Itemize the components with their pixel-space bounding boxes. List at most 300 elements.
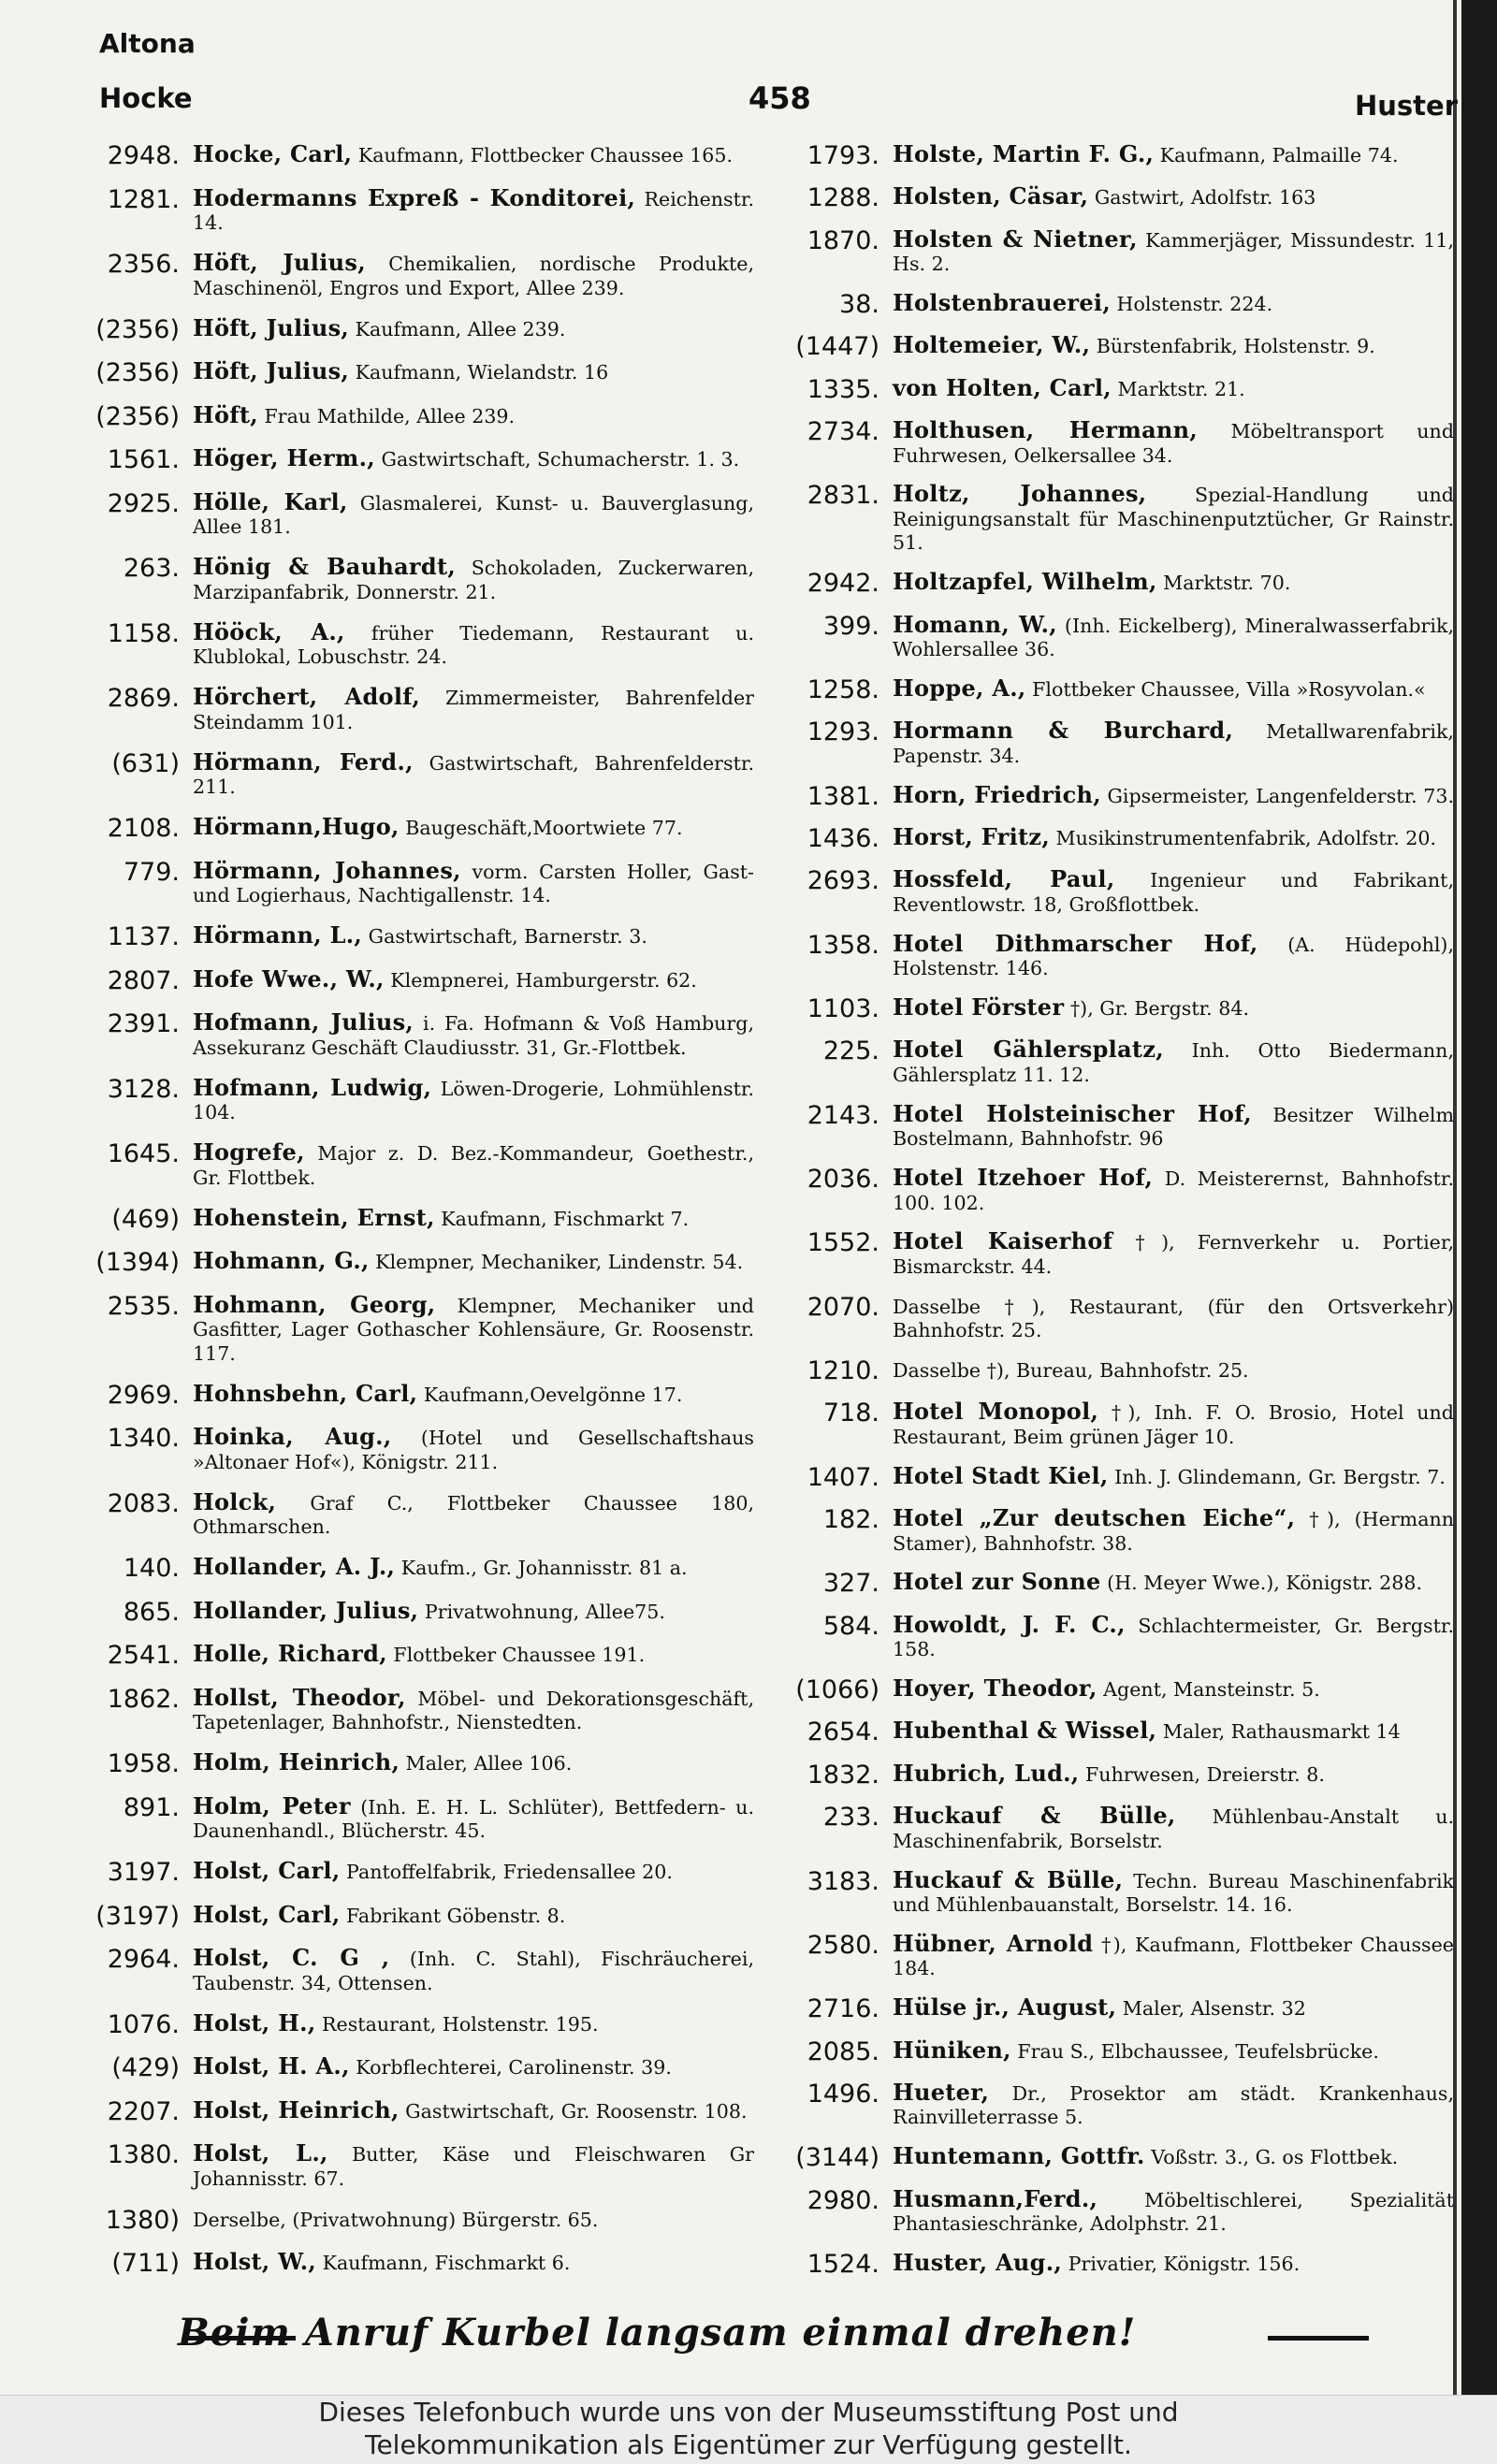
- phone-number: 3197.: [107, 1858, 180, 1887]
- subscriber-details: Bürstenfabrik, Holstenstr. 9.: [1090, 335, 1375, 358]
- entry-text: [893, 610, 1454, 662]
- entry-text: [893, 1357, 1454, 1384]
- directory-entry: [793, 718, 1454, 768]
- phone-number: 2807.: [107, 965, 180, 995]
- phone-number: 263.: [123, 554, 180, 583]
- phone-number: 1524.: [807, 2249, 879, 2279]
- phone-number: 2356.: [107, 250, 180, 279]
- entry-text: [193, 2008, 754, 2037]
- phone-number: (2356): [95, 401, 180, 431]
- phone-number: 1293.: [807, 717, 879, 747]
- entry-text: [193, 923, 754, 949]
- directory-entry: [793, 1995, 1454, 2023]
- subscriber-details: Spezial-Handlung und Reinigungsanstalt für Maschinenputztücher, Gr Rainstr. 51.: [893, 484, 1454, 555]
- subscriber-name: Hofe Wwe., W.,: [193, 964, 385, 993]
- directory-entry: [793, 291, 1454, 319]
- subscriber-details: Kaufmann, Fischmarkt 7.: [434, 1207, 690, 1230]
- phone-number: (2356): [95, 314, 180, 344]
- subscriber-name: Höft, Julius,: [193, 249, 366, 276]
- phone-number: 2969.: [107, 1380, 180, 1410]
- subscriber-name: Hörmann, Ferd.,: [193, 747, 414, 775]
- subscriber-name: Höft,: [193, 400, 258, 428]
- subscriber-name: Holtz, Johannes,: [893, 480, 1147, 508]
- entry-text: [893, 227, 1454, 277]
- subscriber-name: Holm, Heinrich,: [193, 1748, 400, 1776]
- entry-text: [893, 2038, 1454, 2065]
- subscriber-details: (Hotel und Gesellschaftshaus »Altonaer Hof«), Königstr. 211.: [193, 1427, 754, 1473]
- subscriber-name: Hotel Förster: [893, 993, 1065, 1021]
- phone-number: 718.: [822, 1399, 879, 1428]
- entry-text: [193, 2207, 754, 2233]
- entry-text: [193, 1290, 754, 1367]
- phone-number: (3144): [795, 2143, 879, 2173]
- directory-entry: [793, 1037, 1454, 1087]
- directory-entry: [90, 815, 754, 843]
- subscriber-name: Huckauf & Bülle,: [893, 1802, 1176, 1830]
- directory-entry: [90, 555, 754, 604]
- phone-number: 399.: [822, 611, 879, 641]
- page-number: 458: [748, 80, 811, 116]
- phone-number: 2541.: [107, 1641, 180, 1670]
- phone-number: 1958.: [107, 1749, 180, 1778]
- subscriber-details: Dr., Prosektor am städt. Krankenhaus, Rainvilleterrasse 5.: [893, 2081, 1454, 2129]
- phone-number: 1380): [105, 2205, 180, 2235]
- phone-number: 2716.: [807, 1994, 879, 2024]
- entry-text: [193, 2141, 754, 2191]
- subscriber-details: Kaufmann,Oevelgönne 17.: [417, 1383, 683, 1406]
- subscriber-details: Möbeltischlerei, Spezialität Phantasieschränke, Adolphstr. 21.: [893, 2188, 1454, 2236]
- subscriber-details: früher Tiedemann, Restaurant u. Klublokal, Lobuschstr. 24.: [193, 621, 754, 668]
- subscriber-details: Gastwirtschaft, Gr. Roosenstr. 108.: [399, 2099, 748, 2123]
- subscriber-details: Inh. Otto Biedermann, Gählersplatz 11. 12.: [893, 1039, 1454, 1086]
- subscriber-details: †), Gr. Bergstr. 84.: [1064, 997, 1250, 1020]
- entry-text: [893, 2144, 1454, 2170]
- entry-text: [893, 1461, 1454, 1490]
- phone-number: 2693.: [807, 866, 879, 896]
- directory-entry: [793, 2144, 1454, 2172]
- subscriber-details: Butter, Käse und Fleischwaren Gr Johannisstr. 67.: [193, 2143, 754, 2190]
- footer-slogan: Beim Anruf Kurbel langsam einmal drehen!: [178, 2311, 1137, 2355]
- entry-text: [193, 183, 754, 236]
- subscriber-name: Hoyer, Theodor,: [893, 1674, 1097, 1703]
- subscriber-details: Kaufmann, Wielandstr. 16: [349, 361, 609, 384]
- subscriber-details: i. Fa. Hofmann & Voß Hamburg, Assekuranz Geschäft Claudiusstr. 31, Gr.-Flottbek.: [193, 1012, 755, 1059]
- phone-number: 1862.: [107, 1684, 180, 1714]
- subscriber-name: Hörmann,Hugo,: [193, 813, 400, 840]
- subscriber-name: Holm, Peter: [193, 1791, 351, 1819]
- subscriber-details: (Inh. E. H. L. Schlüter), Bettfedern- u. Daunenhandl., Blücherstr. 45.: [193, 1795, 754, 1842]
- phone-number: (2356): [95, 358, 180, 387]
- subscriber-name: Hübner, Arnold: [893, 1929, 1094, 1957]
- subscriber-name: Hotel „Zur deutschen Eiche“,: [893, 1504, 1296, 1532]
- subscriber-name: Hotel zur Sonne: [893, 1568, 1101, 1596]
- subscriber-name: Hollst, Theodor,: [193, 1683, 406, 1711]
- directory-entry: [90, 2008, 754, 2039]
- directory-entry: [90, 1642, 754, 1670]
- directory-entry: [793, 1166, 1454, 1215]
- phone-number: (469): [111, 1204, 180, 1234]
- subscriber-details: Schlachtermeister, Gr. Bergstr. 158.: [893, 1614, 1454, 1661]
- entry-text: [893, 1099, 1454, 1152]
- directory-entry: [90, 1946, 754, 1995]
- directory-entry: [90, 1203, 754, 1234]
- phone-number: (1447): [795, 332, 879, 362]
- subscriber-name: Hodermanns Expreß - Konditorei,: [193, 183, 636, 211]
- subscriber-details: Ingenieur und Fabrikant, Reventlowstr. 18, Großflottbek.: [893, 869, 1454, 916]
- phone-number: 1407.: [807, 1462, 879, 1492]
- subscriber-details: Major z. D. Bez.-Kommandeur, Goethestr., Gr. Flottbek.: [193, 1142, 754, 1189]
- phone-number: 1793.: [807, 141, 879, 170]
- phone-number: 1436.: [807, 823, 879, 853]
- phone-number: 2391.: [107, 1009, 180, 1038]
- subscriber-details: Kaufm., Gr. Johannisstr. 81 a.: [395, 1557, 688, 1579]
- directory-entry: [90, 685, 754, 734]
- subscriber-details: Maler, Alsenstr. 32: [1116, 1997, 1306, 2021]
- directory-entry: [793, 227, 1454, 277]
- directory-entry: [90, 1791, 754, 1844]
- phone-number: 865.: [123, 1597, 180, 1627]
- entry-text: [893, 1610, 1454, 1662]
- directory-entry: [90, 1290, 754, 1367]
- phone-number: 1380.: [107, 2140, 180, 2169]
- subscriber-details: Inh. J. Glindemann, Gr. Bergstr. 7.: [1108, 1465, 1446, 1488]
- subscriber-name: Hotel Dithmarscher Hof,: [893, 929, 1258, 957]
- directory-entry: [90, 1859, 754, 1887]
- entry-text: [893, 1399, 1454, 1449]
- subscriber-details: Marktstr. 70.: [1156, 572, 1291, 595]
- phone-number: 779.: [123, 857, 180, 887]
- phone-number: 3128.: [107, 1074, 180, 1104]
- entry-text: [893, 373, 1454, 402]
- subscriber-details: Agent, Mansteinstr. 5.: [1097, 1678, 1320, 1702]
- subscriber-details: Mühlenbau-Anstalt u. Maschinenfabrik, Borselstr.: [893, 1805, 1455, 1852]
- subscriber-details: Techn. Bureau Maschinenfabrik und Mühlenbauanstalt, Borselstr. 14. 16.: [893, 1869, 1455, 1916]
- subscriber-name: Hocke, Carl,: [193, 140, 353, 167]
- entry-text: [193, 1203, 754, 1232]
- phone-number: (1394): [95, 1248, 180, 1277]
- phone-number: 1645.: [107, 1139, 180, 1168]
- directory-entry: [90, 2207, 754, 2235]
- phone-number: 2207.: [107, 2096, 180, 2126]
- directory-entry: [90, 2095, 754, 2126]
- subscriber-details: Flottbeker Chaussee 191.: [386, 1644, 646, 1666]
- directory-entry: [90, 747, 754, 800]
- banner-line-2: Telekommunikation als Eigentümer zur Verfügung gestellt.: [365, 2429, 1132, 2460]
- phone-number: 2083.: [107, 1488, 180, 1518]
- entry-text: [193, 359, 754, 385]
- entry-text: [893, 291, 1454, 317]
- subscriber-details: Privatwohnung, Allee75.: [418, 1600, 665, 1623]
- subscriber-name: Holthusen, Hermann,: [893, 416, 1199, 444]
- subscriber-name: Husmann,Ferd.,: [893, 2184, 1098, 2212]
- subscriber-details: Schokoladen, Zuckerwaren, Marzipanfabrik, Donnerstr. 21.: [193, 557, 754, 603]
- subscriber-details: Kaufmann, Palmaille 74.: [1154, 144, 1399, 167]
- directory-entry: [793, 1761, 1454, 1790]
- subscriber-details: (A. Hüdepohl), Holstenstr. 146.: [893, 933, 1454, 980]
- subscriber-name: Holst, Heinrich,: [193, 2095, 400, 2123]
- directory-entry: [793, 929, 1454, 981]
- phone-number: 2070.: [807, 1292, 879, 1322]
- directory-entry: [90, 313, 754, 344]
- subscriber-name: Hörmann, Johannes,: [193, 856, 461, 884]
- phone-number: 1258.: [807, 674, 879, 704]
- right-column: [793, 142, 1454, 2293]
- entry-text: [193, 400, 754, 429]
- directory-entry: [90, 400, 754, 431]
- phone-number: 2036.: [807, 1165, 879, 1195]
- subscriber-details: Korbflechterei, Carolinenstr. 39.: [349, 2056, 672, 2079]
- entry-text: [893, 184, 1454, 210]
- phone-number: 1288.: [807, 183, 879, 213]
- directory-entry: [90, 359, 754, 387]
- entry-text: [893, 822, 1454, 851]
- subscriber-name: Hogrefe,: [193, 1138, 305, 1166]
- phone-number: 1381.: [807, 781, 879, 811]
- directory-entry: [793, 570, 1454, 598]
- entry-text: [193, 487, 754, 540]
- subscriber-details: Musikinstrumentenfabrik, Adolfstr. 20.: [1050, 826, 1437, 849]
- entry-text: [893, 1506, 1454, 1556]
- slogan-rule-right: [1268, 2336, 1369, 2341]
- phone-number: 1561.: [107, 445, 180, 474]
- entry-text: [893, 570, 1454, 596]
- directory-entry: [793, 1506, 1454, 1556]
- directory-entry: [793, 333, 1454, 361]
- subscriber-details: Klempnerei, Hamburgerstr. 62.: [384, 968, 697, 992]
- phone-number: 2734.: [807, 417, 879, 447]
- subscriber-name: Hubrich, Lud.,: [893, 1759, 1080, 1787]
- subscriber-details: Dasselbe †), Bureau, Bahnhofstr. 25.: [893, 1359, 1249, 1383]
- entry-text: [893, 780, 1455, 809]
- entry-text: [193, 856, 754, 908]
- subscriber-details: Baugeschäft,Moortwiete 77.: [399, 817, 683, 839]
- directory-entry: [90, 1140, 754, 1190]
- directory-entry: [90, 2054, 754, 2082]
- subscriber-details: D. Meisterernst, Bahnhofstr. 100. 102.: [893, 1167, 1454, 1214]
- subscriber-details: (Inh. C. Stahl), Fischräucherei, Taubenstr. 34, Ottensen.: [193, 1948, 754, 1994]
- phone-number: 1076.: [107, 2009, 180, 2039]
- entry-text: [193, 1379, 754, 1408]
- subscriber-details: Maler, Allee 106.: [400, 1752, 573, 1775]
- subscriber-details: vorm. Carsten Holler, Gast- und Logierhaus, Nachtigallenstr. 14.: [193, 860, 754, 906]
- entry-text: [893, 1166, 1454, 1215]
- directory-entry: [90, 446, 754, 474]
- subscriber-name: Holstenbrauerei,: [893, 289, 1111, 317]
- entry-text: [893, 676, 1454, 703]
- phone-number: (711): [111, 2249, 180, 2278]
- subscriber-name: Hörmann, L.,: [193, 921, 363, 949]
- phone-number: 2942.: [807, 569, 879, 599]
- subscriber-details: Kaufmann, Allee 239.: [349, 317, 566, 341]
- entry-text: [193, 2250, 754, 2276]
- entry-text: [193, 1900, 754, 1929]
- subscriber-details: Frau S., Elbchaussee, Teufelsbrücke.: [1010, 2039, 1379, 2063]
- entry-text: [193, 685, 754, 734]
- entry-text: [893, 1676, 1454, 1703]
- phone-number: 1340.: [107, 1424, 180, 1453]
- subscriber-details: Pantoffelfabrik, Friedensallee 20.: [340, 1861, 673, 1883]
- subscriber-details: Kaufmann, Flottbecker Chaussee 165.: [352, 144, 734, 167]
- subscriber-name: Hülse jr., August,: [893, 1993, 1117, 2022]
- subscriber-name: Höft, Julius,: [193, 313, 350, 341]
- phone-number: (631): [111, 748, 180, 778]
- directory-entry: [90, 923, 754, 951]
- entry-text: [893, 718, 1454, 768]
- entry-text: [893, 333, 1454, 359]
- subscriber-details: Gastwirtschaft, Schumacherstr. 1. 3.: [374, 448, 740, 471]
- entry-text: [893, 1294, 1454, 1343]
- subscriber-details: Derselbe, (Privatwohnung) Bürgerstr. 65.: [193, 2208, 599, 2231]
- subscriber-details: Restaurant, Holstenstr. 195.: [315, 2012, 599, 2036]
- subscriber-name: Holle, Richard,: [193, 1640, 387, 1667]
- entry-text: [193, 617, 754, 670]
- directory-entry: [793, 1461, 1454, 1492]
- subscriber-name: Holsten, Cäsar,: [893, 182, 1089, 210]
- directory-entry: [793, 2248, 1454, 2279]
- subscriber-name: Hoppe, A.,: [893, 674, 1026, 702]
- phone-number: 140.: [123, 1554, 180, 1583]
- running-head-left: Hocke: [99, 82, 193, 114]
- entry-text: [893, 1995, 1454, 2022]
- directory-entry: [793, 142, 1454, 170]
- subscriber-name: Hohnsbehn, Carl,: [193, 1379, 418, 1407]
- phone-number: 1335.: [807, 374, 879, 404]
- subscriber-name: Hölle, Karl,: [193, 487, 348, 515]
- entry-text: [193, 1425, 754, 1474]
- subscriber-name: Holst, C. G ,: [193, 1944, 390, 1971]
- directory-entry: [90, 2141, 754, 2191]
- entry-text: [193, 747, 754, 800]
- phone-number: 1158.: [107, 618, 180, 648]
- entry-text: [193, 1010, 754, 1060]
- entry-text: [893, 2080, 1454, 2130]
- subscriber-details: (H. Meyer Wwe.), Königstr. 288.: [1100, 1572, 1423, 1595]
- subscriber-name: Hotel Monopol,: [893, 1398, 1099, 1426]
- phone-number: 2535.: [107, 1291, 180, 1321]
- subscriber-name: Hönig & Bauhardt,: [193, 553, 456, 580]
- subscriber-name: Höft, Julius,: [193, 357, 350, 384]
- directory-entry: [793, 1099, 1454, 1152]
- subscriber-details: †), Fernverkehr u. Portier, Bismarckstr. 44.: [893, 1231, 1455, 1278]
- directory-entry: [90, 1900, 754, 1931]
- directory-entry: [793, 995, 1454, 1023]
- phone-number: 3183.: [807, 1866, 879, 1896]
- phone-number: 2108.: [107, 814, 180, 843]
- entry-text: [193, 1750, 754, 1776]
- entry-text: [193, 1596, 754, 1625]
- phone-number: 1496.: [807, 2079, 879, 2109]
- running-head-right: Huster: [1355, 90, 1459, 122]
- subscriber-name: Holck,: [193, 1487, 277, 1515]
- subscriber-name: Hoinka, Aug.,: [193, 1423, 392, 1450]
- subscriber-name: Hormann & Burchard,: [893, 717, 1234, 745]
- subscriber-details: †), Inh. F. O. Brosio, Hotel und Restaurant, Beim grünen Jäger 10.: [893, 1401, 1454, 1448]
- directory-entry: [90, 1487, 754, 1540]
- entry-text: [193, 1073, 754, 1125]
- directory-entry: [90, 617, 754, 670]
- phone-number: 1552.: [807, 1228, 879, 1258]
- directory-entry: [793, 2184, 1454, 2237]
- entry-text: [193, 2095, 754, 2124]
- subscriber-details: Reichenstr. 14.: [193, 187, 754, 234]
- entry-text: [193, 1555, 754, 1581]
- phone-number: 2085.: [807, 2036, 879, 2066]
- subscriber-details: Glasmalerei, Kunst- u. Bauverglasung, Allee 181.: [193, 491, 754, 538]
- entry-text: [893, 1761, 1454, 1788]
- directory-entry: [90, 1249, 754, 1277]
- subscriber-name: Horst, Fritz,: [893, 822, 1050, 850]
- subscriber-details: Löwen-Drogerie, Lohmühlenstr. 104.: [193, 1077, 754, 1123]
- directory-entry: [793, 1294, 1454, 1343]
- phone-number: 1210.: [807, 1356, 879, 1386]
- subscriber-details: Fabrikant Göbenstr. 8.: [340, 1904, 566, 1927]
- subscriber-details: Kammerjäger, Missundestr. 11, Hs. 2.: [893, 228, 1454, 276]
- subscriber-name: Hööck, A.,: [193, 617, 345, 645]
- entry-text: [193, 1140, 754, 1190]
- subscriber-name: Holst, H. A.,: [193, 2052, 350, 2080]
- entry-text: [893, 142, 1454, 168]
- entry-text: [893, 995, 1454, 1022]
- subscriber-name: Horn, Friedrich,: [893, 780, 1101, 808]
- entry-text: [893, 1229, 1454, 1279]
- subscriber-name: Hotel Gählersplatz,: [893, 1036, 1164, 1064]
- subscriber-name: von Holten, Carl,: [893, 373, 1112, 401]
- directory-entry: [90, 183, 754, 236]
- entry-text: [193, 1859, 754, 1885]
- directory-entry: [90, 1596, 754, 1627]
- phone-number: 584.: [822, 1611, 879, 1641]
- directory-entry: [793, 184, 1454, 212]
- left-column: [90, 142, 754, 2294]
- subscriber-details: Fuhrwesen, Dreierstr. 8.: [1079, 1762, 1325, 1786]
- subscriber-name: Huster, Aug.,: [893, 2248, 1063, 2276]
- subscriber-details: Marktstr. 21.: [1111, 377, 1245, 400]
- phone-number: 1870.: [807, 225, 879, 255]
- directory-entry: [793, 373, 1454, 404]
- entry-text: [193, 2054, 754, 2080]
- entry-text: [893, 482, 1454, 556]
- phone-number: 1358.: [807, 930, 879, 960]
- entry-text: [893, 1929, 1454, 1981]
- directory-entry: [793, 867, 1454, 917]
- directory-entry: [793, 676, 1454, 704]
- subscriber-name: Holsten & Nietner,: [893, 225, 1138, 253]
- directory-entry: [90, 856, 754, 908]
- directory-entry: [793, 1570, 1454, 1598]
- subscriber-name: Holst, Carl,: [193, 1900, 341, 1928]
- subscriber-name: Holtzapfel, Wilhelm,: [893, 568, 1157, 596]
- phone-number: 225.: [822, 1036, 879, 1066]
- subscriber-details: Gastwirtschaft, Bahrenfelderstr. 211.: [193, 751, 754, 798]
- subscriber-details: Gastwirt, Adolfstr. 163: [1088, 186, 1316, 210]
- phone-number: 2143.: [807, 1100, 879, 1130]
- subscriber-name: Hotel Stadt Kiel,: [893, 1461, 1109, 1489]
- subscriber-name: Hüniken,: [893, 2036, 1011, 2064]
- directory-entry: [793, 1929, 1454, 1981]
- subscriber-details: Klempner, Mechaniker und Gasfitter, Lager Gothascher Kohlensäure, Gr. Roosenstr. 117.: [193, 1294, 754, 1365]
- subscriber-details: Metallwarenfabrik, Papenstr. 34.: [893, 720, 1454, 767]
- subscriber-name: Hohmann, Georg,: [193, 1290, 436, 1318]
- subscriber-name: Holst, Carl,: [193, 1857, 341, 1884]
- directory-entry: [90, 1555, 754, 1583]
- directory-entry: [90, 487, 754, 540]
- subscriber-name: Höger, Herm.,: [193, 444, 375, 471]
- entry-text: [893, 1037, 1454, 1087]
- subscriber-details: Holstenstr. 224.: [1111, 293, 1273, 316]
- entry-text: [193, 1249, 754, 1275]
- phone-number: 2654.: [807, 1718, 879, 1747]
- directory-entry: [793, 1229, 1454, 1279]
